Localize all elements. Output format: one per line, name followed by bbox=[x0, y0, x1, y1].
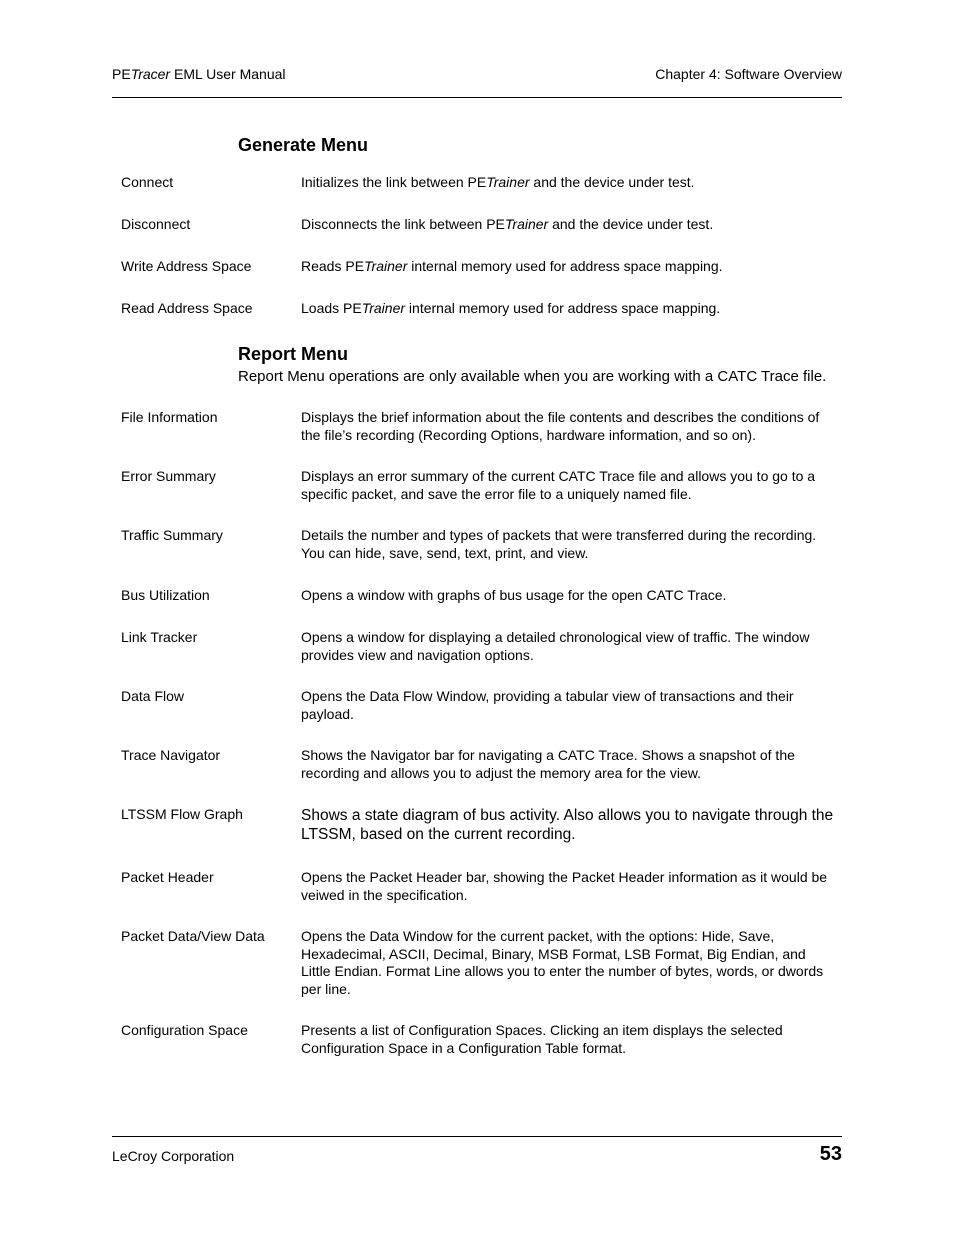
report-menu-heading: Report Menu bbox=[238, 344, 348, 364]
company-name: LeCroy Corporation bbox=[112, 1148, 235, 1164]
desc-read-address-space bbox=[301, 300, 836, 318]
desc-trace-navigator: Shows the Navigator bar for navigating a CATC Trace. Shows a snapshot of the recording and allows you to adjust the memory area for the view. bbox=[301, 747, 795, 781]
desc-data-flow: Opens the Data Flow Window, providing a tabular view of transactions and their payload. bbox=[301, 688, 794, 722]
desc-bus-utilization: Opens a window with graphs of bus usage for the open CATC Trace. bbox=[301, 587, 727, 603]
desc-link-tracker: Opens a window for displaying a detailed chronological view of traffic. The window provides view and navigation options. bbox=[301, 629, 810, 663]
desc-read-post: internal memory used for address space mapping. bbox=[405, 300, 721, 316]
chapter-title: Chapter 4: Software Overview bbox=[655, 66, 842, 82]
generate-menu-heading: Generate Menu bbox=[238, 135, 369, 155]
manual-title-italic: Tracer bbox=[130, 66, 171, 82]
desc-error-summary: Displays an error summary of the current CATC Trace file and allows you to go to a specific packet, and save the error file to a uniquely named file. bbox=[301, 468, 816, 502]
term-link-tracker: Link Tracker bbox=[121, 629, 198, 645]
desc-packet-data-view-data: Opens the Data Window for the current packet, with the options: Hide, Save, Hexadecimal, ASCII, Decimal, Binary, MSB Format, LSB Format, Big Endian, and Little Endian. Format Line allows you to enter the number of bytes, words, or dwords per line. bbox=[301, 928, 824, 997]
term-packet-header: Packet Header bbox=[121, 869, 214, 885]
desc-disconnect-italic: Trainer bbox=[504, 216, 549, 232]
desc-disconnect bbox=[301, 216, 836, 234]
desc-read-italic: Trainer bbox=[361, 300, 406, 316]
desc-ltssm-flow-graph: Shows a state diagram of bus activity. Also allows you to navigate through the LTSSM, based on the current recording. bbox=[301, 807, 834, 843]
desc-packet-header: Opens the Packet Header bar, showing the Packet Header information as it would be veiwed in the specification. bbox=[301, 869, 828, 903]
desc-write-post: internal memory used for address space mapping. bbox=[407, 258, 723, 274]
term-data-flow: Data Flow bbox=[121, 688, 185, 704]
desc-write-italic: Trainer bbox=[364, 258, 408, 274]
manual-title bbox=[112, 66, 286, 82]
manual-title-post: EML User Manual bbox=[170, 66, 286, 82]
term-read-address-space: Read Address Space bbox=[121, 300, 253, 316]
desc-disconnect-post: and the device under test. bbox=[548, 216, 714, 232]
desc-write-address-space bbox=[301, 258, 836, 276]
desc-read-pre: Loads PE bbox=[301, 300, 362, 316]
term-file-information: File Information bbox=[121, 409, 218, 425]
term-packet-data-view-data: Packet Data/View Data bbox=[121, 928, 265, 944]
desc-traffic-summary: Details the number and types of packets that were transferred during the recording. You can hide, save, send, text, print, and view. bbox=[301, 527, 817, 561]
term-bus-utilization: Bus Utilization bbox=[121, 587, 210, 603]
term-configuration-space: Configuration Space bbox=[121, 1022, 248, 1038]
desc-connect-post: and the device under test. bbox=[529, 174, 695, 190]
report-menu-intro: Report Menu operations are only available when you are working with a CATC Trace file. bbox=[238, 368, 827, 385]
desc-write-pre: Reads PE bbox=[301, 258, 365, 274]
manual-title-pre: PE bbox=[112, 66, 131, 82]
desc-disconnect-pre: Disconnects the link between PE bbox=[301, 216, 505, 232]
term-connect: Connect bbox=[121, 174, 174, 190]
term-traffic-summary: Traffic Summary bbox=[121, 527, 223, 543]
desc-file-information: Displays the brief information about the file contents and describes the conditions of the file’s recording (Recording Options, hardware information, and so on). bbox=[301, 409, 820, 443]
term-trace-navigator: Trace Navigator bbox=[121, 747, 221, 763]
term-disconnect: Disconnect bbox=[121, 216, 191, 232]
desc-connect bbox=[301, 174, 836, 192]
term-write-address-space: Write Address Space bbox=[121, 258, 252, 274]
desc-connect-pre: Initializes the link between PE bbox=[301, 174, 487, 190]
page-number: 53 bbox=[819, 1143, 842, 1165]
header-rule bbox=[112, 97, 842, 98]
term-ltssm-flow-graph: LTSSM Flow Graph bbox=[121, 806, 243, 822]
footer-rule bbox=[112, 1136, 842, 1137]
desc-configuration-space: Presents a list of Configuration Spaces. Clicking an item displays the selected Configuration Space in a Configuration Table format. bbox=[301, 1022, 783, 1056]
desc-connect-italic: Trainer bbox=[486, 174, 530, 190]
term-error-summary: Error Summary bbox=[121, 468, 216, 484]
